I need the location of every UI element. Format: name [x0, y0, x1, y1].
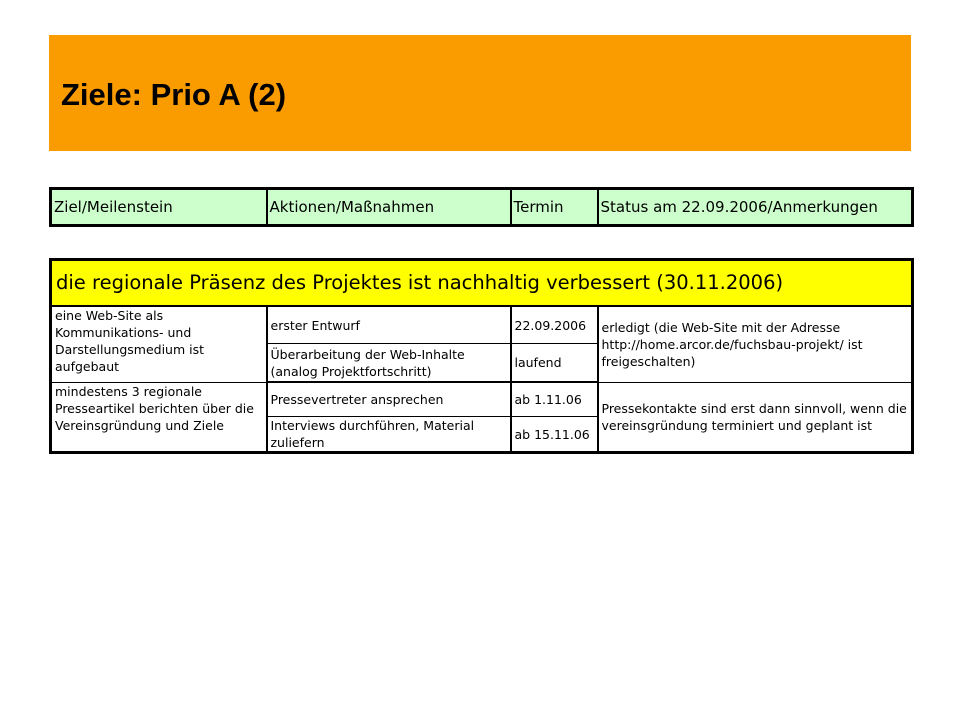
goal-title: die regionale Präsenz des Projektes ist nachhaltig verbessert (30.11.2006): [51, 260, 913, 307]
action-cell: erster Entwurf: [267, 306, 511, 344]
status-cell: Pressekontakte sind erst dann sinnvoll, wenn die vereinsgründung terminiert und geplant ist: [598, 382, 913, 453]
action-cell: Pressevertreter ansprechen: [267, 382, 511, 417]
slide-title: Ziele: Prio A (2): [61, 77, 287, 112]
date-cell: 22.09.2006: [511, 306, 598, 344]
action-cell: Überarbeitung der Web-Inhalte (analog Projektfortschritt): [267, 344, 511, 383]
date-cell: ab 15.11.06: [511, 417, 598, 453]
goal-row: [51, 260, 913, 307]
action-cell: Interviews durchführen, Material zuliefern: [267, 417, 511, 453]
table-row: [51, 382, 913, 417]
title-bar: [49, 35, 911, 151]
date-cell: ab 1.11.06: [511, 382, 598, 417]
milestone-cell: mindestens 3 regionale Presseartikel berichten über die Vereinsgründung und Ziele: [51, 382, 267, 453]
milestone-cell: eine Web-Site als Kommunikations- und Darstellungsmedium ist aufgebaut: [51, 306, 267, 382]
header-milestone: Ziel/Meilenstein: [51, 189, 267, 226]
goal-table: [49, 258, 914, 454]
column-header-table: [49, 187, 914, 227]
header-status: Status am 22.09.2006/Anmerkungen: [598, 189, 913, 226]
date-cell: laufend: [511, 344, 598, 383]
header-row: [51, 189, 913, 226]
status-cell: erledigt (die Web-Site mit der Adresse http://home.arcor.de/fuchsbau-projekt/ ist freigeschalten): [598, 306, 913, 382]
header-actions: Aktionen/Maßnahmen: [267, 189, 511, 226]
table-row: [51, 306, 913, 344]
header-date: Termin: [511, 189, 598, 226]
